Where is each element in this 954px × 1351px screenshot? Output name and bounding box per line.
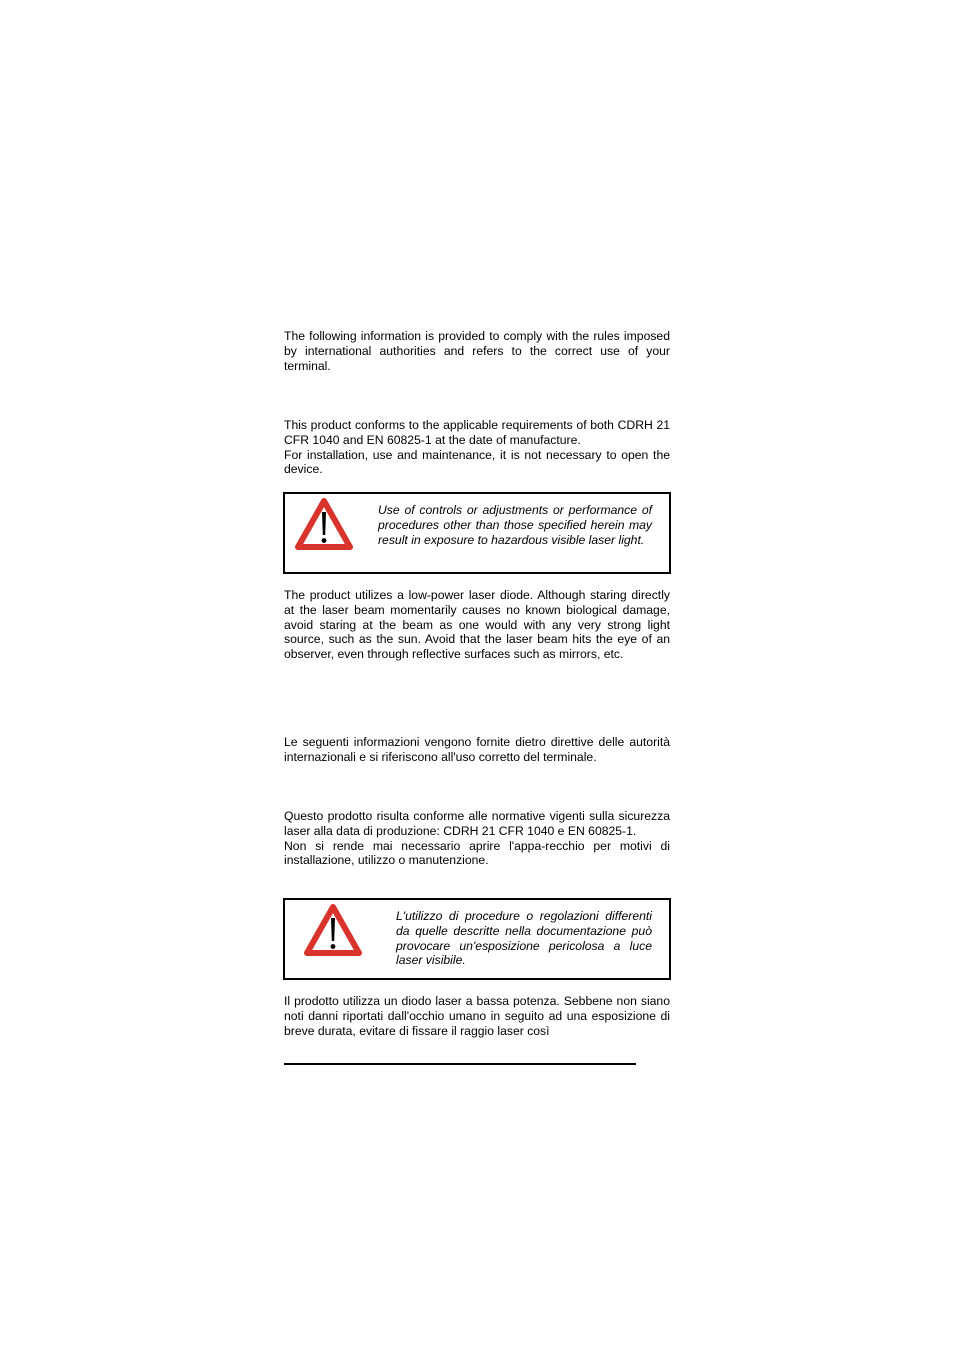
laser-info-paragraph-en: The product utilizes a low-power laser diode. Although staring directly at the laser beam momentarily causes no known biological damage, avoid staring at the beam as one would with any very strong light source, such as the sun. Avoid that the laser beam hits the eye of an observer, even through reflective surfaces such as mirrors, etc. (284, 588, 670, 662)
compliance-paragraph-it (284, 809, 670, 868)
laser-info-paragraph-it: Il prodotto utilizza un diodo laser a bassa potenza. Sebbene non siano noti danni riportati dall'occhio umano in seguito ad una esposizione di breve durata, evitare di fissare il raggio laser così (284, 994, 670, 1038)
compliance-device-en: For installation, use and maintenance, it is not necessary to open the device. (284, 447, 670, 477)
footnote-divider (284, 1063, 636, 1065)
intro-paragraph-en: The following information is provided to comply with the rules imposed by international authorities and refers to the correct use of your terminal. (284, 329, 670, 373)
warning-text-en: Use of controls or adjustments or performance of procedures other than those specified herein may result in exposure to hazardous visible laser light. (378, 503, 652, 547)
intro-paragraph-it: Le seguenti informazioni vengono fornite dietro direttive delle autorità internazionali e si riferiscono all'uso corretto del terminale. (284, 735, 670, 764)
warning-box-en (283, 492, 671, 574)
warning-text-it: L'utilizzo di procedure o regolazioni differenti da quelle descritte nella documentazione può provocare un'esposizione pericolosa a luce laser visibile. (396, 909, 652, 968)
compliance-device-it: Non si rende mai necessario aprire l'appa-recchio per motivi di installazione, utilizzo o manutenzione. (284, 838, 670, 868)
warning-triangle-icon (294, 497, 354, 556)
compliance-paragraph-en (284, 418, 670, 477)
compliance-standards-it: Questo prodotto risulta conforme alle normative vigenti sulla sicurezza laser alla data di produzione: CDRH 21 CFR 1040 e EN 60825-1. (284, 809, 670, 838)
warning-box-it (283, 898, 671, 980)
compliance-standards-en: This product conforms to the applicable requirements of both CDRH 21 CFR 1040 and EN 60825-1 at the date of manufacture. (284, 418, 670, 447)
warning-triangle-icon (303, 903, 363, 962)
